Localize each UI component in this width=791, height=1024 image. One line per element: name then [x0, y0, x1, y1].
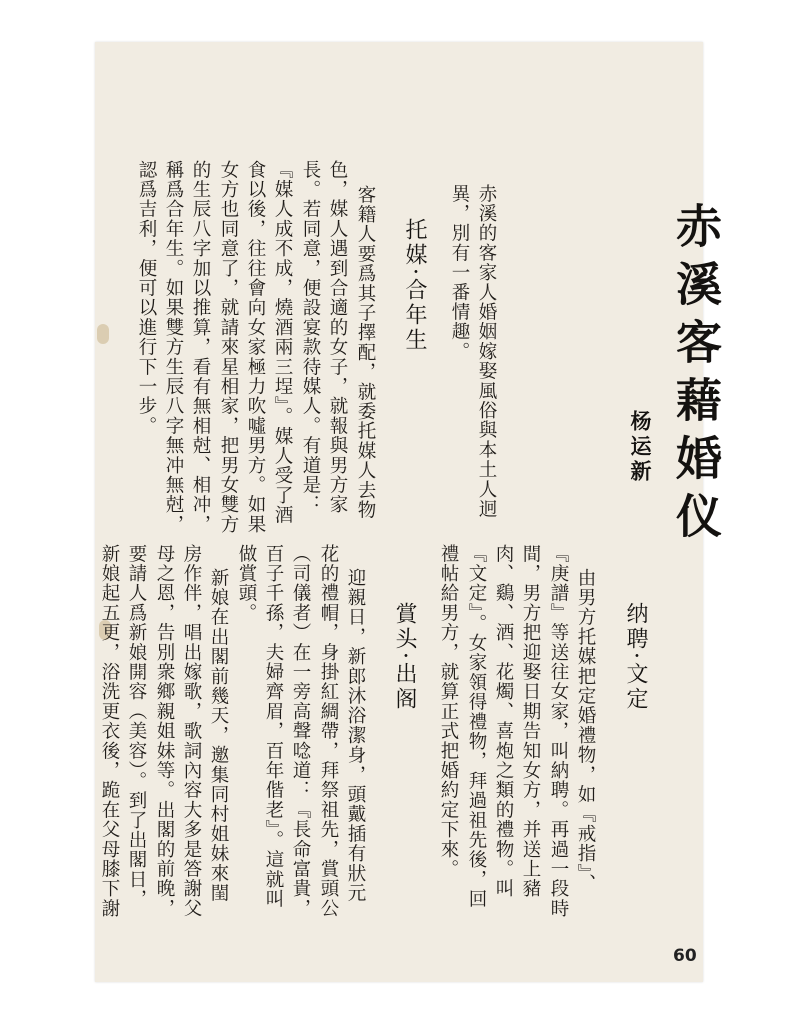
- body-line: 『文定』。女家領得禮物，拜過祖先後，回: [466, 544, 487, 910]
- article-author: 杨运新: [628, 410, 653, 485]
- body-line: 由男方托媒把定婚禮物，如『戒指』、: [575, 568, 596, 894]
- intro-line: 赤溪的客家人婚姻嫁娶風俗與本土人迥: [476, 184, 497, 519]
- body-line: 肉、鷄、酒、花燭、喜炮之類的禮物。叫: [493, 544, 514, 899]
- body-line: 長。若同意，便設宴款待媒人。有道是：: [300, 160, 321, 515]
- body-line: 禮帖給男方，就算正式把婚約定下來。: [438, 544, 459, 879]
- body-line: 做賞頭。: [236, 544, 257, 623]
- book-page: [95, 42, 723, 982]
- section-heading: 托媒·合年生: [402, 218, 427, 353]
- body-line: 女方也同意了，就請來星相家，把男女雙方: [218, 160, 239, 535]
- body-line: 迎親日，新郎沐浴潔身，頭戴插有狀元: [345, 568, 366, 903]
- section-heading: 纳聘·文定: [623, 602, 648, 712]
- body-line: 房作伴，唱出嫁歌，歌詞內容大多是答謝父: [181, 544, 202, 919]
- body-line: 花的禮帽，身掛紅綢帶，拜祭祖先，賞頭公: [318, 544, 339, 919]
- article-title: 赤溪客藉婚仪: [669, 202, 723, 550]
- body-line: 客籍人要爲其子擇配，就委托媒人去物: [355, 185, 376, 520]
- body-line: 色，媒人遇到合適的女子，就報與男方家: [327, 160, 348, 515]
- page-number: 60: [673, 946, 697, 966]
- body-line: 百子千孫，夫婦齊眉，百年偕老』。這就叫: [263, 544, 284, 910]
- body-line: 新娘起五更，浴洗更衣後，跪在父母膝下謝: [99, 544, 120, 919]
- body-line: （司儀者）在一旁高聲唸道：『長命富貴，: [290, 544, 311, 919]
- body-line: 『庚譜』等送往女家，叫納聘。再過一段時: [548, 544, 569, 919]
- section-heading: 賞头·出阁: [392, 602, 417, 712]
- body-line: 的生辰八字加以推算，看有無相尅、相冲，: [190, 160, 211, 535]
- body-line: 認爲吉利，便可以進行下一步。: [136, 160, 157, 436]
- body-line: 稱爲合年生。如果雙方生辰八字無冲無尅，: [163, 160, 184, 535]
- intro-line: 異，別有一番情趣。: [449, 184, 470, 362]
- body-line: 食以後，往往會向女家極力吹噓男方。如果: [245, 160, 266, 535]
- body-line: 新娘在出閣前幾天，邀集同村姐妹來閨: [208, 568, 229, 903]
- body-line: 要請人爲新娘開容（美容）。到了出閣日，: [126, 544, 147, 910]
- body-line: 間，男方把迎娶日期告知女方，并送上豬: [520, 544, 541, 899]
- binding-hole: [97, 324, 109, 344]
- body-line: 『媒人成不成，燒酒兩三埕』。媒人受了酒: [272, 160, 293, 526]
- body-line: 母之恩，告別衆鄉親姐妹等。出閣的前晚，: [154, 544, 175, 919]
